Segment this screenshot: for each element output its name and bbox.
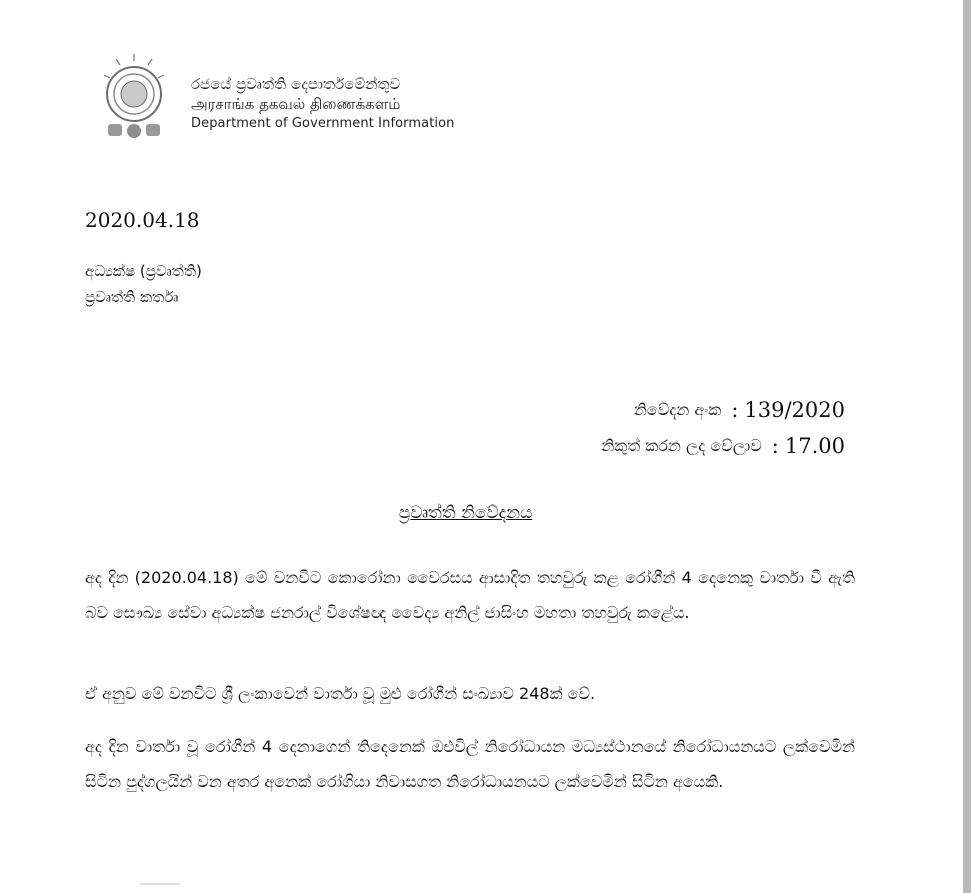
addressee-block (85, 258, 202, 310)
government-emblem-icon (96, 50, 172, 144)
notice-meta (601, 392, 845, 464)
letterhead (191, 74, 455, 134)
letterhead-english: Department of Government Information (191, 116, 455, 131)
addressee-line-2: ප්‍රවෘත්ති කර්තෘ (85, 288, 179, 306)
letterhead-tamil: அரசாங்க தகவல் திணைக்களம் (191, 95, 401, 113)
notice-number-label: නිවේදන අංක (633, 400, 722, 419)
letterhead-sinhala: රජයේ ප්‍රවෘත්ති දෙපාර්තමේන්තුව (191, 75, 401, 93)
notice-number-row (601, 392, 845, 428)
issue-date: 2020.04.18 (85, 208, 200, 232)
page-edge-shadow (963, 0, 971, 893)
scan-artifact (60, 882, 220, 886)
addressee-line-1: අධ්‍යක්ෂ (ප්‍රවෘත්ති) (85, 262, 202, 280)
notice-time-row (601, 428, 845, 464)
notice-time-value: 17.00 (784, 434, 845, 458)
colon-separator: : (731, 398, 739, 422)
notice-time-label: නිකුත් කරන ලද වේලාව (601, 436, 762, 455)
notice-number-value: 139/2020 (744, 398, 845, 422)
paragraph-3: අද දින වාර්තා වූ රෝගීන් 4 දෙනාගෙන් තිදෙනෙක් ඔළුවිල් නිරෝධායන මධ්‍යස්ථානයේ නිරෝධායනයට ලක්වෙමින් සිටින පුද්ගලයින් වන අතර අනෙක් රෝගියා නිවාසගත නිරෝධායනයට ලක්වෙමින් සිටින අයෙකි. (85, 737, 855, 791)
colon-separator: : (771, 434, 779, 458)
page-title: ප්‍රවෘත්ති නිවේදනය (398, 503, 533, 523)
paragraph-1: අද දින (2020.04.18) මේ වනවිට කොරෝනා වෛරසය ආසාදිත තහවුරු කළ රෝගීන් 4 දෙනෙකු වාර්තා වී ඇති බව සෞඛ්‍ය සේවා අධ්‍යක්ෂ ජනරාල් විශේෂඥ වෛද්‍ය අනිල් ජාසිංහ මහතා තහවුරු කළේය. (85, 568, 855, 622)
paragraph-2: ඒ අනුව මේ වනවිට ශ්‍රී ලංකාවෙන් වාර්තා වූ මුළු රෝගීන් සංඛ්‍යාව 248ක් වේ. (85, 684, 596, 703)
